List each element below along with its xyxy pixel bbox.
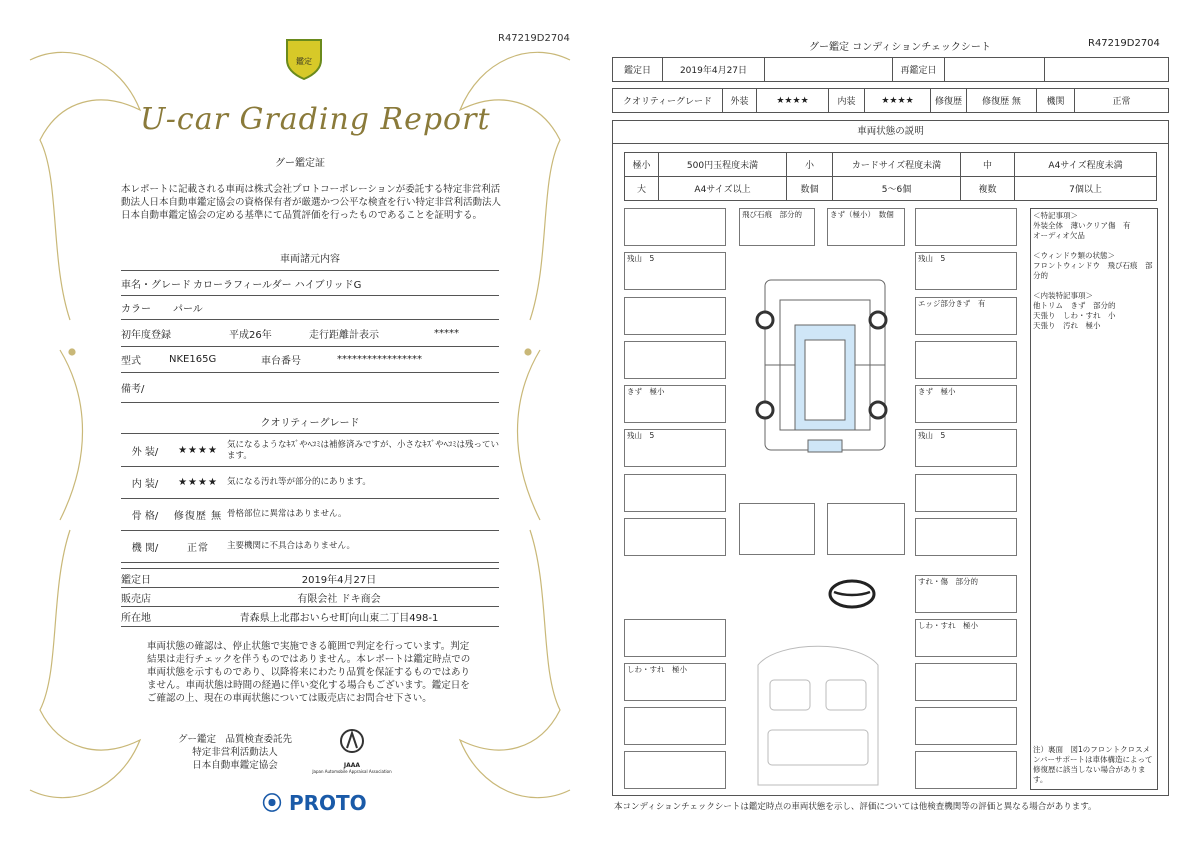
quality-header: クオリティーグレード bbox=[260, 418, 360, 429]
diagram-box: しわ・すれ 極小 bbox=[624, 663, 726, 701]
diagram-box bbox=[915, 341, 1017, 379]
diagram-box: 残山 5 bbox=[915, 252, 1017, 290]
diagram-box: きず 極小 bbox=[624, 385, 726, 423]
spec-row-name: 車名・グレード カローラフィールダー ハイブリッドG bbox=[121, 272, 499, 296]
goo-badge-icon bbox=[283, 34, 325, 80]
script-title: U-car Grading Report bbox=[140, 102, 491, 137]
diagram-box bbox=[915, 518, 1017, 556]
quality-row-exterior: 外 装/ ★★★★ 気になるようなｷｽﾞやﾍｺﾐは補修済みですが、小さなｷｽﾞやﾍｺﾐは残っています。 bbox=[121, 435, 499, 467]
diagram-box: 残山 5 bbox=[624, 429, 726, 467]
diagram-box bbox=[915, 751, 1017, 789]
diagram-box bbox=[624, 518, 726, 556]
section-title: 車両状態の説明 bbox=[612, 120, 1169, 144]
diagram-box bbox=[624, 707, 726, 745]
report-code: R47219D2704 bbox=[498, 33, 570, 44]
diagram-box: きず 極小 bbox=[915, 385, 1017, 423]
proto-logo: ⦿ PROTO bbox=[262, 791, 367, 815]
spec-header: 車両諸元内容 bbox=[280, 254, 340, 265]
damage-legend-table: 極小 500円玉程度未満 小 カードサイズ程度未満 中 A4サイズ程度未満 大 A4サイズ以上 数個 5〜6個 複数 7個以上 bbox=[624, 152, 1157, 201]
diagram-box: エッジ部分きず 有 bbox=[915, 297, 1017, 335]
special-notes-panel: ＜特記事項＞ 外装全体 薄いクリア傷 有 オーディオ欠品 ＜ウィンドウ類の状態＞ フロントウィンドウ 飛び石痕 部分的 ＜内装特記事項＞ 他トリム きず 部分的 天張り しわ・すれ 小 天張り 汚れ 極小 注）裏面 図1のフロントクロスメンバーサポートは車体構造によって修復歴に該当しない場合があります。 bbox=[1030, 208, 1158, 790]
diagram-box bbox=[624, 297, 726, 335]
spec-row-color: カラー パール bbox=[121, 296, 499, 320]
diagram-box: 残山 5 bbox=[624, 252, 726, 290]
special-note: 注）裏面 図1のフロントクロスメンバーサポートは車体構造によって修復歴に該当しない場合があります。 bbox=[1033, 745, 1153, 784]
quality-row-frame: 骨 格/ 修復歴 無 骨格部位に異常はありません。 bbox=[121, 499, 499, 531]
commission-text: グー鑑定 品質検査委託先 特定非営利活動法人 日本自動車鑑定協会 bbox=[177, 734, 292, 771]
intro-text: 本レポートに記載される車両は株式会社プロトコーポレーションが委託する特定非営利活動法人日本自動車鑑定協会の資格保有者が厳選かつ公平な検査を行い特定非営利活動法人日本自動車鑑定協会の定める基準にて品質評価を行ったものであることを証明する。 bbox=[121, 184, 502, 221]
sheet-title: グー鑑定 コンディションチェックシート bbox=[809, 42, 991, 53]
diagram-box bbox=[915, 663, 1017, 701]
diagram-box: 飛び石痕 部分的 bbox=[739, 208, 815, 246]
diagram-box bbox=[915, 474, 1017, 512]
diagram-box bbox=[915, 707, 1017, 745]
svg-text:鑑定: 鑑定 bbox=[296, 57, 312, 66]
jaaa-logo: JAAA Japan Automobile Appraisal Association bbox=[312, 728, 392, 774]
diagram-box: すれ・傷 部分的 bbox=[915, 575, 1017, 613]
inspection-date-table: 鑑定日 2019年4月27日 再鑑定日 bbox=[612, 57, 1169, 82]
quality-row-engine: 機 関/ 正常 主要機関に不具合はありません。 bbox=[121, 531, 499, 563]
certificate-title: グー鑑定証 bbox=[275, 158, 325, 169]
spec-row-first-registration: 初年度登録 平成26年 走行距離計表示 ***** bbox=[121, 321, 499, 347]
diagram-box bbox=[624, 341, 726, 379]
steering-wheel-icon bbox=[828, 578, 876, 610]
address-row: 所在地 青森県上北郡おいらせ町向山東二丁目498-1 bbox=[121, 607, 499, 627]
notes-text: 車両状態の確認は、停止状態で実施できる範囲で判定を行っています。判定結果は走行チェックを伴うものではありません。本レポートは鑑定時点での車両状態を示すものであり、以降将来にわたり品質を保証するものではありません。車両状態は時間の経過に伴い変化する場合もございます。鑑定日をご確認の上、現在の車両状態については販売店にお問合せ下さい。 bbox=[147, 641, 471, 704]
diagram-box bbox=[915, 208, 1017, 246]
dealer-row: 販売店 有限会社 ドキ商会 bbox=[121, 588, 499, 607]
spec-row-model: 型式 NKE165G 車台番号 ***************** bbox=[121, 347, 499, 373]
diagram-box bbox=[624, 619, 726, 657]
spec-row-remarks: 備考/ bbox=[121, 373, 499, 403]
quality-row-interior: 内 装/ ★★★★ 気になる汚れ等が部分的にあります。 bbox=[121, 467, 499, 499]
diagram-box bbox=[624, 474, 726, 512]
diagram-box: しわ・すれ 極小 bbox=[915, 619, 1017, 657]
sheet-footnote: 本コンディションチェックシートは鑑定時点の車両状態を示し、評価については他検査機関等の評価と異なる場合があります。 bbox=[614, 802, 1097, 812]
sheet-report-code: R47219D2704 bbox=[1088, 38, 1160, 49]
car-top-view-diagram bbox=[720, 270, 920, 480]
diagram-box bbox=[739, 503, 815, 555]
diagram-box bbox=[624, 751, 726, 789]
diagram-box: 残山 5 bbox=[915, 429, 1017, 467]
jaaa-emblem-icon bbox=[339, 728, 365, 758]
diagram-box bbox=[827, 503, 905, 555]
car-interior-diagram bbox=[748, 635, 888, 790]
diagram-box bbox=[624, 208, 726, 246]
date-row: 鑑定日 2019年4月27日 bbox=[121, 568, 499, 588]
condition-check-sheet bbox=[600, 0, 1200, 848]
proto-mark-icon: ⦿ bbox=[262, 791, 282, 815]
quality-grade-table: クオリティーグレード 外装 ★★★★ 内装 ★★★★ 修復歴 修復歴 無 機関 正常 bbox=[612, 88, 1169, 113]
diagram-box: きず（極小） 数個 bbox=[827, 208, 905, 246]
